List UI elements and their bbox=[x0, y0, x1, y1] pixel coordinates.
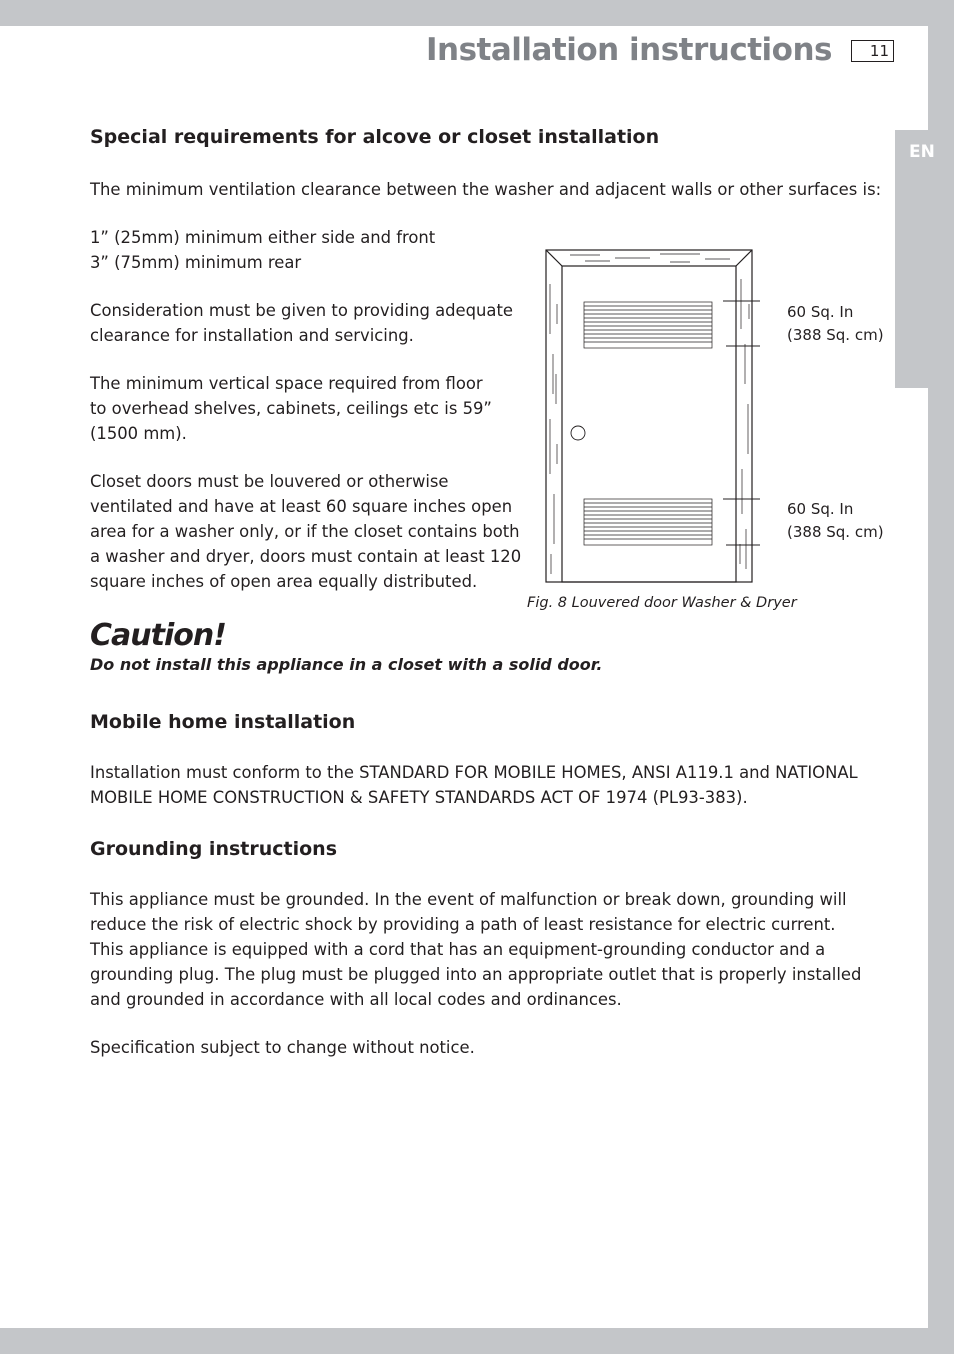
door-knob bbox=[571, 426, 585, 440]
top-louver-vent bbox=[584, 302, 712, 348]
clearance-rear: 3” (75mm) minimum rear bbox=[90, 253, 302, 272]
vertical-space-text: The minimum vertical space required from floor to overhead shelves, cabinets, ceilings etc is 59” (1500 mm). bbox=[90, 374, 492, 443]
bottom-louver-vent bbox=[584, 499, 712, 545]
clearance-side-front: 1” (25mm) minimum either side and front bbox=[90, 228, 436, 247]
top-vent-callout bbox=[787, 301, 884, 347]
callout-leader-lines bbox=[723, 301, 760, 545]
page-title: Installation instructions bbox=[425, 32, 832, 68]
door-frame bbox=[546, 250, 752, 582]
language-tab-label: EN bbox=[909, 142, 935, 162]
bottom-vent-area-cm: (388 Sq. cm) bbox=[787, 523, 884, 541]
bottom-vent-area-in: 60 Sq. In bbox=[787, 500, 854, 518]
top-vent-area-cm: (388 Sq. cm) bbox=[787, 326, 884, 344]
page-number: 11 bbox=[851, 40, 894, 62]
bottom-vent-callout bbox=[787, 498, 884, 544]
consideration-text: Consideration must be given to providing adequate clearance for installation and servicing. bbox=[90, 301, 513, 345]
closet-doors-text: Closet doors must be louvered or otherwise ventilated and have at least 60 square inches open area for a washer only, or if the closet contains both a washer and dryer, doors must contain at least 120 square inches of open area equally distributed. bbox=[90, 472, 522, 591]
heading-grounding: Grounding instructions bbox=[90, 838, 337, 860]
louvered-door-diagram bbox=[540, 244, 760, 589]
figure-caption: Fig. 8 Louvered door Washer & Dryer bbox=[527, 595, 797, 611]
spec-notice: Specification subject to change without notice. bbox=[90, 1038, 475, 1057]
top-vent-area-in: 60 Sq. In bbox=[787, 303, 854, 321]
heading-mobile-home: Mobile home installation bbox=[90, 711, 356, 733]
caution-text: Do not install this appliance in a closet with a solid door. bbox=[90, 655, 603, 674]
alcove-intro: The minimum ventilation clearance between the washer and adjacent walls or other surfaces is: bbox=[90, 180, 882, 199]
grounding-text-2: This appliance is equipped with a cord that has an equipment-grounding conductor and a grounding plug. The plug must be plugged into an appropriate outlet that is properly installed and grounded in accordance with all local codes and ordinances. bbox=[90, 940, 862, 1009]
mobile-home-text: Installation must conform to the STANDARD FOR MOBILE HOMES, ANSI A119.1 and NATIONAL MOBILE HOME CONSTRUCTION & SAFETY STANDARDS ACT OF 1974 (PL93-383). bbox=[90, 763, 858, 807]
page bbox=[0, 26, 928, 1328]
heading-alcove: Special requirements for alcove or closet installation bbox=[90, 126, 660, 148]
grounding-text-1: This appliance must be grounded. In the event of malfunction or break down, grounding will reduce the risk of electric shock by providing a path of least resistance for electric current. bbox=[90, 890, 847, 934]
language-tab bbox=[895, 130, 954, 388]
caution-title: Caution! bbox=[90, 618, 226, 653]
